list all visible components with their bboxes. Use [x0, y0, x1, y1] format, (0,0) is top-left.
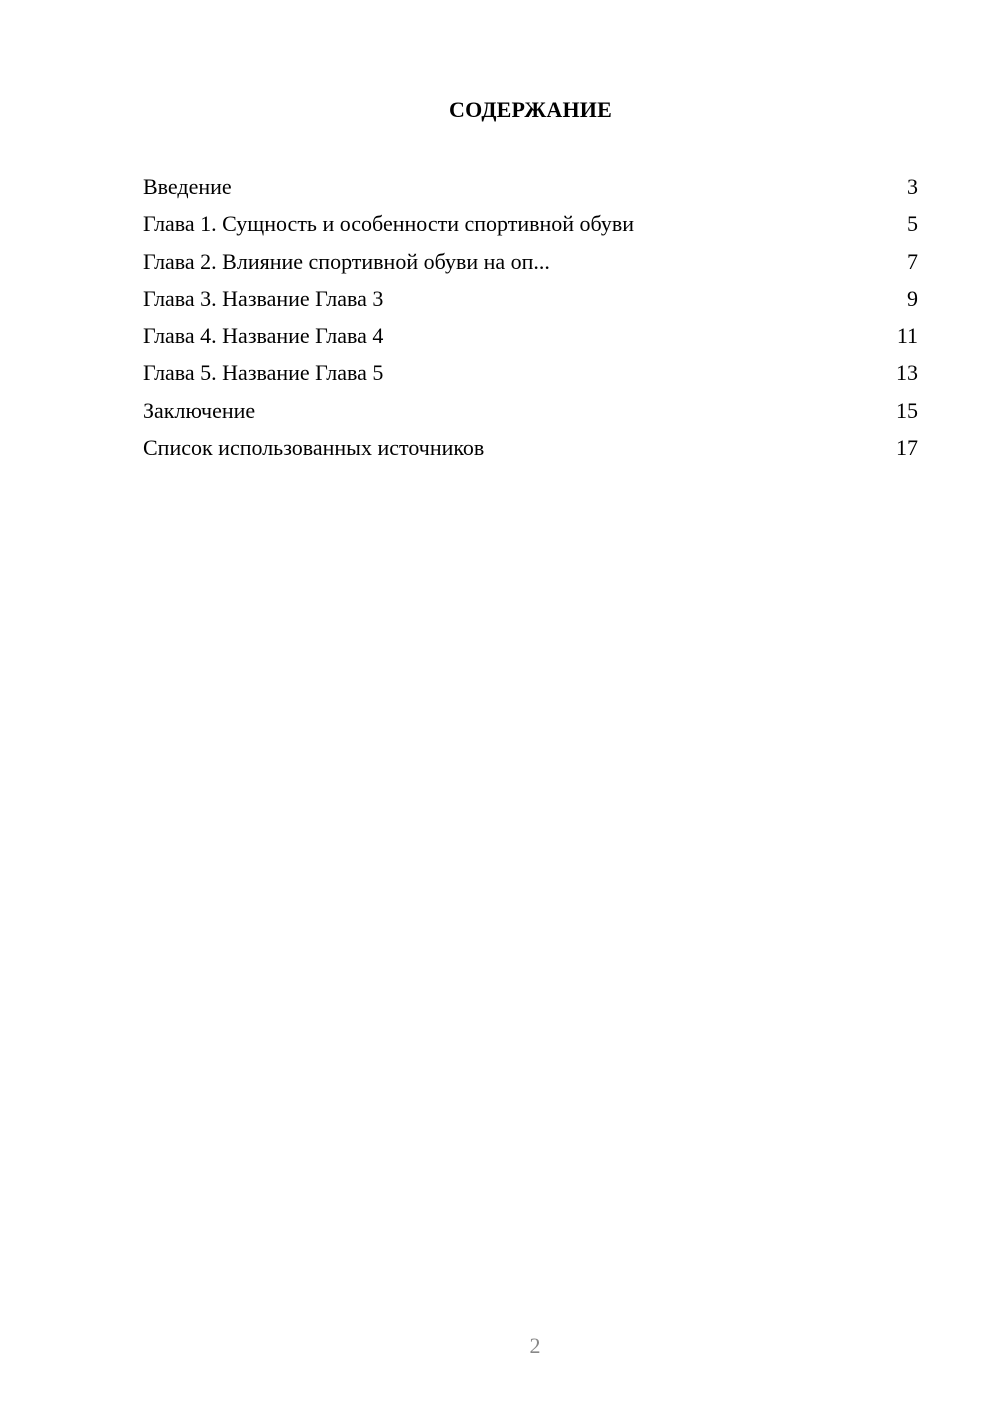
- toc-entry-page: 9: [907, 285, 918, 311]
- toc-entry-page: 7: [907, 248, 918, 274]
- toc-entry-label: Глава 3. Название Глава 3: [143, 285, 384, 311]
- toc-entry-chapter-3: [143, 280, 918, 317]
- toc-entry-introduction: [143, 168, 918, 205]
- toc-entry-conclusion: [143, 392, 918, 429]
- toc-entry-page: 3: [907, 174, 918, 199]
- toc-entry-label: Заключение: [143, 397, 256, 423]
- toc-entry-chapter-5: [143, 354, 918, 391]
- table-of-contents: [143, 168, 918, 466]
- page-number: 2: [529, 1333, 541, 1358]
- toc-title: СОДЕРЖАНИЕ: [449, 97, 612, 122]
- toc-entry-label: Глава 4. Название Глава 4: [143, 323, 384, 349]
- toc-entry-label: Глава 2. Влияние спортивной обуви на оп...: [143, 248, 550, 274]
- toc-entry-chapter-2: [143, 243, 918, 280]
- toc-entry-label: Список использованных источников: [143, 435, 485, 461]
- toc-entry-references: [143, 429, 918, 466]
- toc-entry-chapter-4: [143, 317, 918, 354]
- toc-entry-label: Глава 5. Название Глава 5: [143, 360, 384, 386]
- toc-entry-page: 5: [907, 211, 918, 237]
- toc-entry-page: 15: [896, 397, 918, 423]
- toc-entry-label: Глава 1. Сущность и особенности спортивной обуви: [143, 211, 635, 237]
- toc-entry-page: 11: [896, 323, 918, 349]
- toc-entry-label: Введение: [143, 174, 232, 199]
- toc-entry-page: 17: [896, 435, 918, 461]
- toc-entry-page: 13: [896, 360, 918, 386]
- toc-entry-chapter-1: [143, 205, 918, 242]
